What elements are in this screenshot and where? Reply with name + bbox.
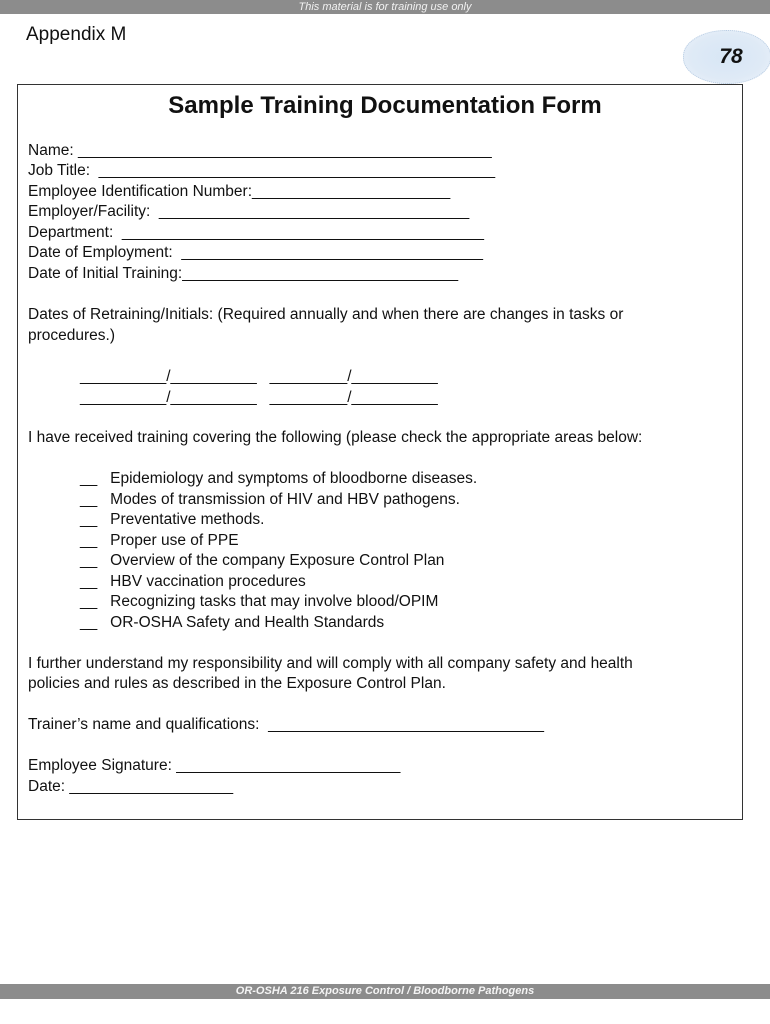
checklist-item: __ HBV vaccination procedures bbox=[80, 573, 306, 590]
training-intro: I have received training covering the following (please check the appropriate areas below: bbox=[28, 429, 643, 446]
checklist-item: __ Overview of the company Exposure Control Plan bbox=[80, 552, 445, 569]
page-number: 78 bbox=[719, 45, 743, 68]
date-field: Date: ___________________ bbox=[28, 778, 234, 795]
retraining-text-line-1: Dates of Retraining/Initials: (Required annually and when there are changes in tasks or bbox=[28, 306, 624, 323]
employee-signature-field: Employee Signature: __________________________ bbox=[28, 757, 401, 774]
page-number-badge bbox=[683, 30, 770, 84]
trainer-field: Trainer’s name and qualifications: ________________________________ bbox=[28, 716, 544, 733]
employee-id-field: Employee Identification Number:_______________________ bbox=[28, 183, 451, 200]
date-of-employment-field: Date of Employment: ___________________________________ bbox=[28, 244, 484, 261]
retraining-text-line-2: procedures.) bbox=[28, 327, 116, 344]
responsibility-line-1: I further understand my responsibility and will comply with all company safety and health bbox=[28, 655, 633, 672]
checklist-item: __ OR-OSHA Safety and Health Standards bbox=[80, 614, 385, 631]
employer-facility-field: Employer/Facility: ____________________________________ bbox=[28, 203, 470, 220]
job-title-field: Job Title: ______________________________________________ bbox=[28, 162, 496, 179]
responsibility-line-2: policies and rules as described in the Exposure Control Plan. bbox=[28, 675, 446, 692]
appendix-label: Appendix M bbox=[26, 24, 127, 45]
checklist-item: __ Proper use of PPE bbox=[80, 532, 239, 549]
footer-banner: OR-OSHA 216 Exposure Control / Bloodborne Pathogens bbox=[0, 984, 770, 999]
retraining-entry-row-1: __________/__________ _________/__________ bbox=[80, 368, 438, 385]
checklist-item: __ Recognizing tasks that may involve blood/OPIM bbox=[80, 593, 439, 610]
checklist-item: __ Modes of transmission of HIV and HBV pathogens. bbox=[80, 491, 460, 508]
retraining-entry-row-2: __________/__________ _________/__________ bbox=[80, 389, 438, 406]
checklist-item: __ Epidemiology and symptoms of bloodborne diseases. bbox=[80, 470, 478, 487]
form-title: Sample Training Documentation Form bbox=[168, 92, 602, 119]
checklist-item: __ Preventative methods. bbox=[80, 511, 265, 528]
department-field: Department: __________________________________________ bbox=[28, 224, 484, 241]
name-field: Name: ________________________________________________ bbox=[28, 142, 492, 159]
training-use-banner: This material is for training use only bbox=[0, 0, 770, 14]
date-initial-training-field: Date of Initial Training:________________________________ bbox=[28, 265, 459, 282]
